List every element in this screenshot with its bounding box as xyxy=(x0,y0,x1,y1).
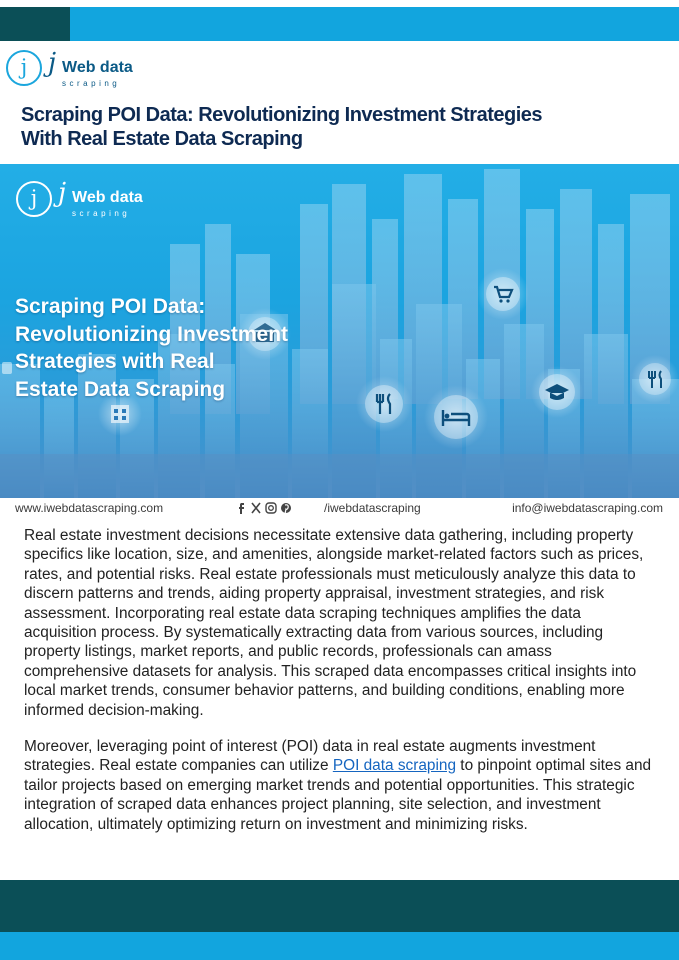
brand-logo[interactable] xyxy=(6,50,166,90)
pinterest-icon xyxy=(281,503,291,514)
hero-logo-subtitle: scraping xyxy=(72,209,131,218)
title-line-1: Scraping POI Data: Revolutionizing Investment Strategies xyxy=(21,104,542,126)
top-bar-blue-segment xyxy=(70,7,679,41)
restaurant-icon-right xyxy=(631,355,679,403)
hero-title-line: Revolutionizing Investment xyxy=(15,322,289,346)
graduation-cap-icon xyxy=(531,366,583,418)
paragraph-text: Moreover, leveraging point of interest (POI) data in real estate augments investment strategies. Real estate companies can utilize xyxy=(24,738,596,775)
page-title xyxy=(21,103,661,151)
hero-logo-circle-icon: j xyxy=(16,181,52,217)
email-link[interactable]: info@iwebdatascraping.com xyxy=(512,501,663,515)
top-bar-dark-segment xyxy=(0,7,70,41)
hero-footer-strip xyxy=(0,498,679,520)
social-handle: /iwebdatascraping xyxy=(324,501,421,515)
hero-title-line: Estate Data Scraping xyxy=(15,377,226,401)
logo-j: j xyxy=(48,48,57,78)
hero-title-line: Strategies with Real xyxy=(15,350,215,373)
restaurant-icon xyxy=(356,376,412,432)
logo-subtitle: scraping xyxy=(62,79,121,88)
hero-title-line: Scraping POI Data: xyxy=(15,295,206,318)
info-marker-icon xyxy=(2,362,12,374)
article-body xyxy=(24,526,654,851)
shopping-cart-icon xyxy=(477,268,529,320)
social-icons xyxy=(236,501,324,514)
facebook-icon xyxy=(239,503,244,514)
bottom-bar-dark xyxy=(0,880,679,932)
instagram-icon xyxy=(266,503,276,513)
website-link[interactable]: www.iwebdatascraping.com xyxy=(15,501,164,515)
logo-circle-icon: j xyxy=(6,50,42,86)
x-icon xyxy=(252,503,260,513)
hero-logo xyxy=(16,178,166,221)
paragraph xyxy=(24,737,654,834)
bottom-bar-blue xyxy=(0,932,679,960)
hero-logo-j: j xyxy=(58,178,67,208)
title-line-2: With Real Estate Data Scraping xyxy=(21,128,303,150)
hero-banner xyxy=(0,164,679,498)
paragraph: Real estate investment decisions necessitate extensive data gathering, including property specifics like location, size, and amenities, alongside market-related factors such as prices, rates, and potential risks. Real estate professionals must meticulously analyze this data to discern patterns and trends, aiding property appraisal, investment strategies, and risk assessment. Incorporating real estate data scraping techniques amplifies the data acquisition process. By systematically extracting data from various sources, including property listings, market reports, and public records, professionals can amass comprehensive datasets for analysis. This scraped data encompasses critical insights into local market trends, consumer behavior patterns, and building conditions, enabling more informed decision-making. xyxy=(24,527,644,719)
paragraph-text: to pinpoint optimal sites and tailor projects based on emerging market trends and potential opportunities. This strategic integration of scraped data enhances project planning, site selection, and investment allocation, ultimately optimizing return on investment and minimizing risks. xyxy=(24,757,652,833)
social-links[interactable] xyxy=(236,501,421,515)
poi-data-scraping-link[interactable]: POI data scraping xyxy=(332,757,457,775)
hero-logo-wordmark: Web data xyxy=(72,189,143,206)
hero-title xyxy=(15,293,315,403)
logo-wordmark: Web data xyxy=(62,59,133,76)
bed-icon xyxy=(424,385,488,449)
